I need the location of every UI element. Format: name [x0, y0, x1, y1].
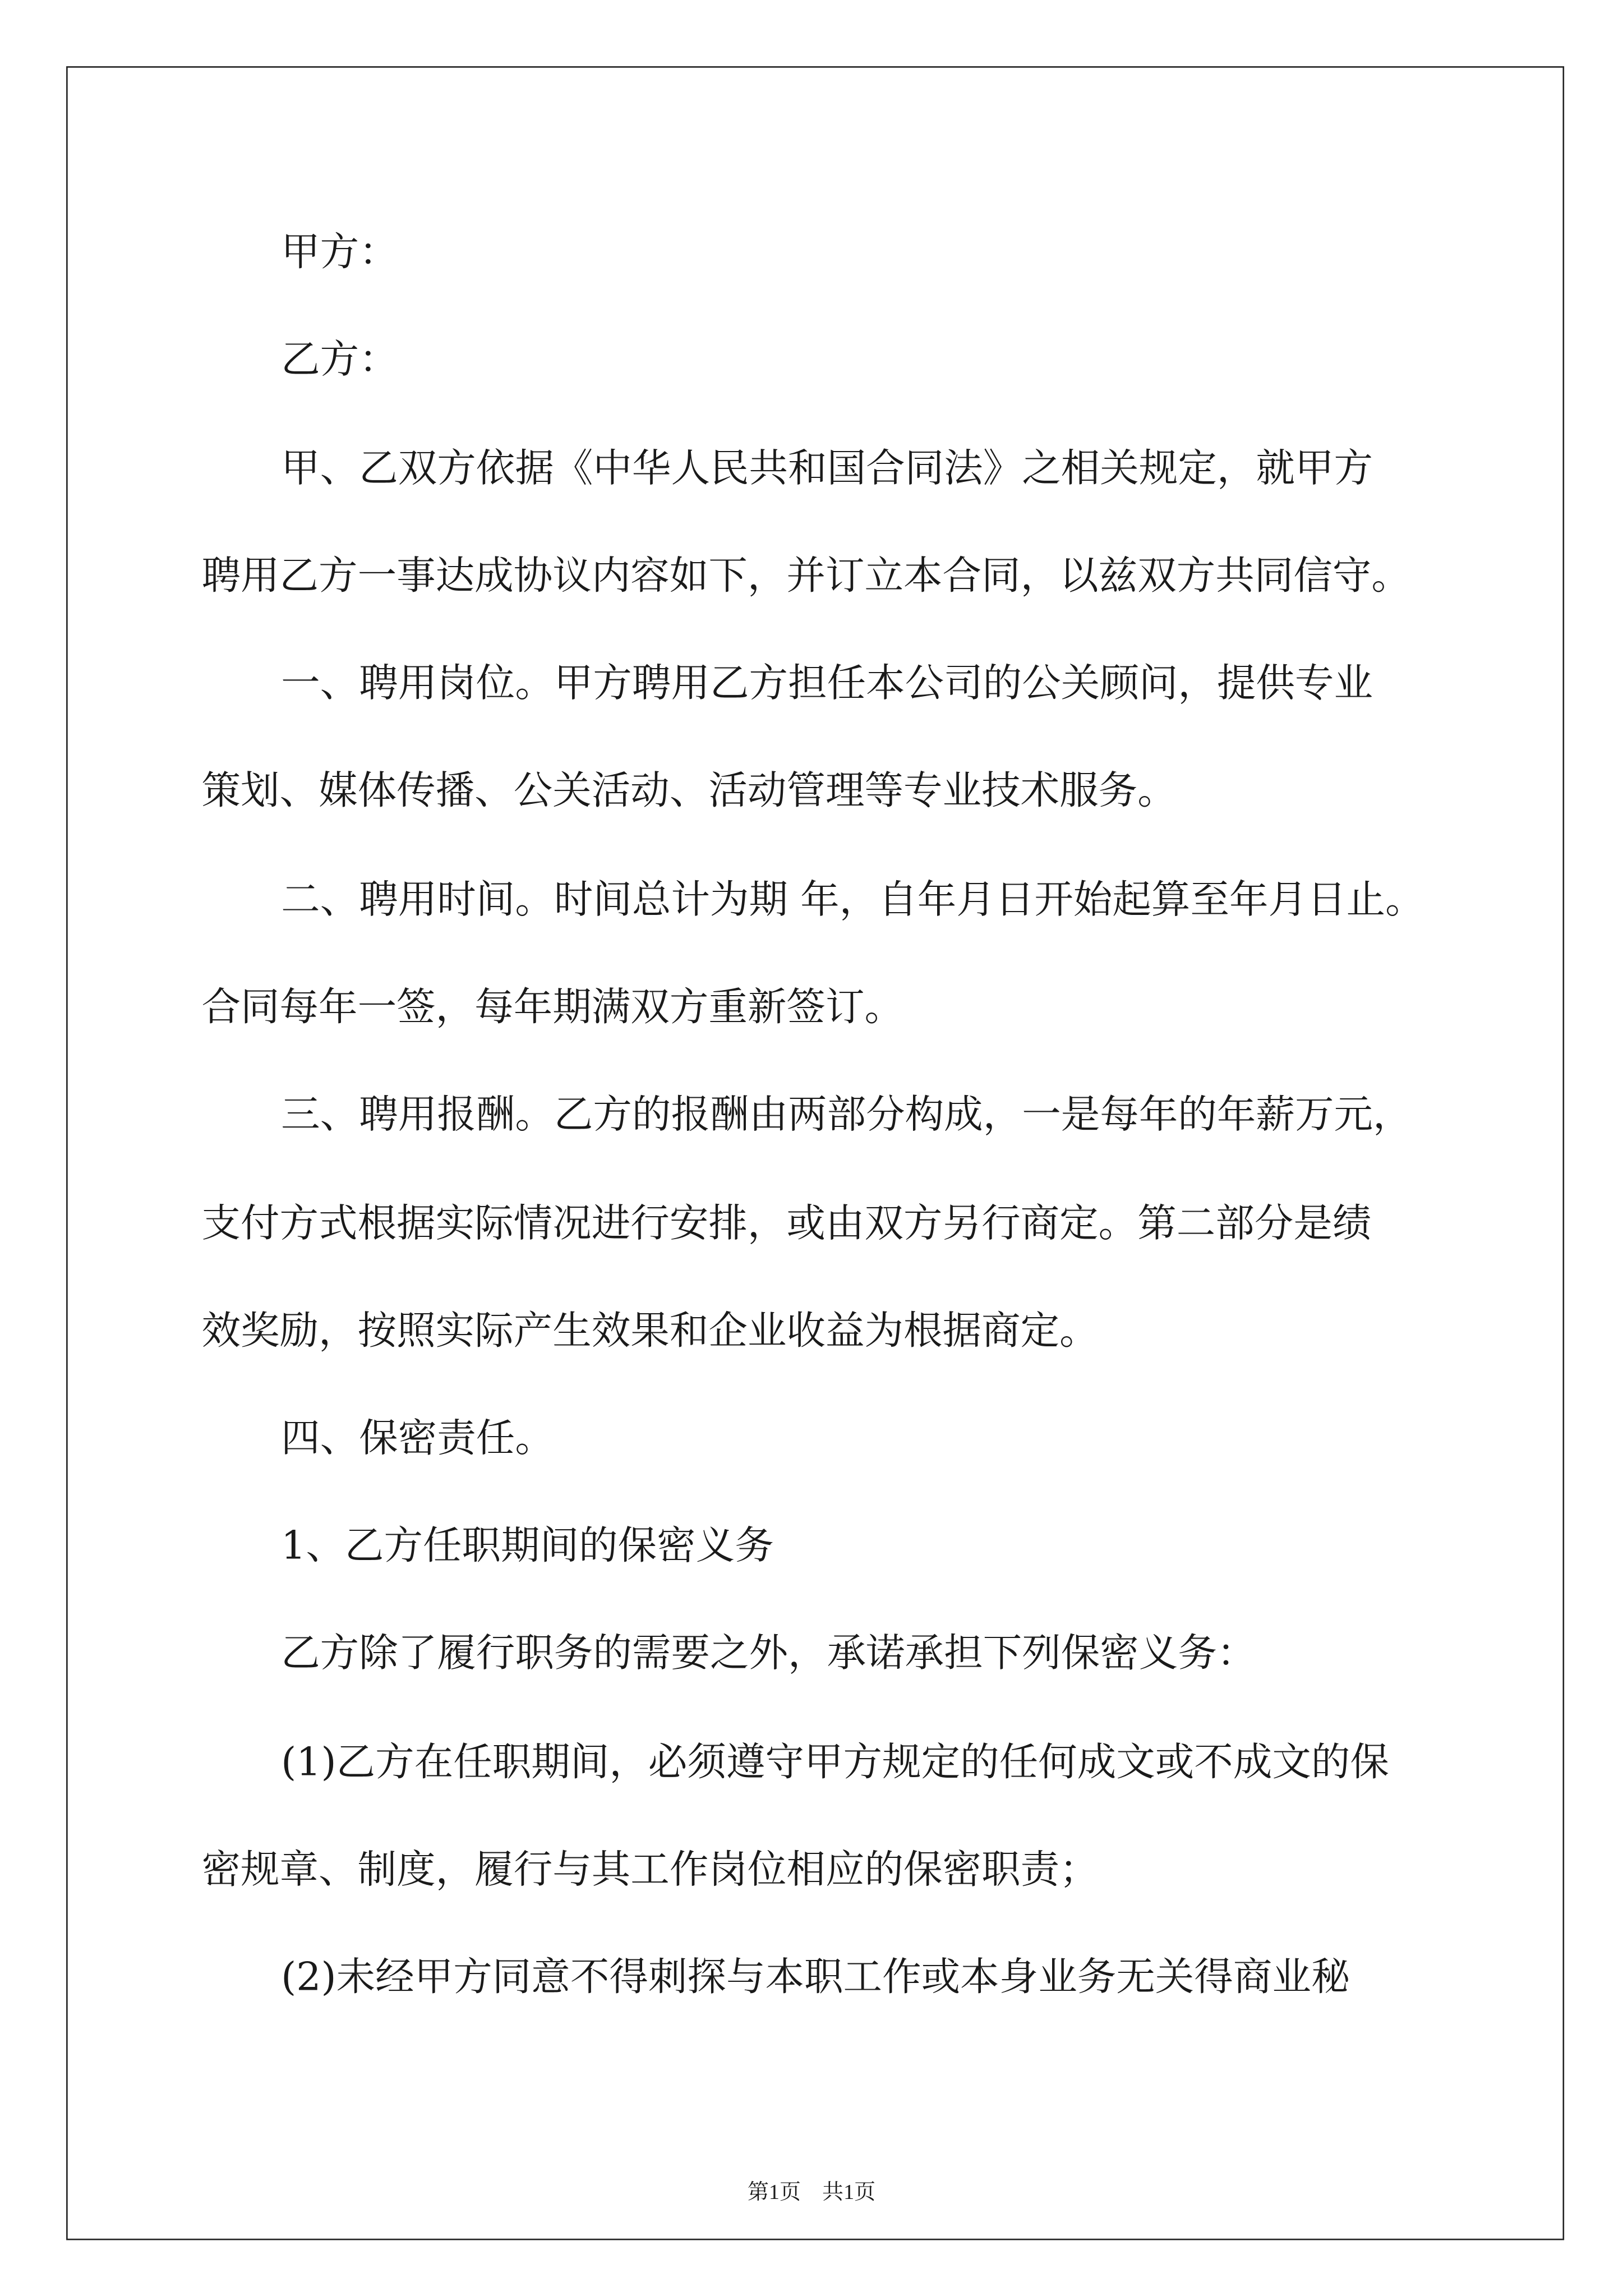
list-item-line: (2)未经甲方同意不得刺探与本职工作或本身业务无关得商业秘: [281, 1954, 1350, 2000]
subsection-heading: 1、乙方任职期间的保密义务: [281, 1523, 774, 1569]
paragraph-line: 效奖励，按照实际产生效果和企业收益为根据商定。: [201, 1308, 1099, 1354]
page-number-footer: 第1页 共1页: [747, 2181, 876, 2205]
paragraph-line: 策划、媒体传播、公关活动、活动管理等专业技术服务。: [201, 768, 1177, 814]
paragraph-line: 聘用乙方一事达成协议内容如下，并订立本合同，以兹双方共同信守。: [201, 553, 1410, 599]
paragraph-line: 合同每年一签，每年期满双方重新签订。: [201, 984, 904, 1030]
paragraph-line: 三、聘用报酬。乙方的报酬由两部分构成，一是每年的年薪万元，: [281, 1092, 1412, 1138]
party-a-line: 甲方：: [281, 229, 398, 275]
paragraph-line: 二、聘用时间。时间总计为期 年，自年月日开始起算至年月日止。: [281, 877, 1424, 923]
party-b-line: 乙方：: [281, 337, 398, 383]
paragraph-line: 乙方除了履行职务的需要之外，承诺承担下列保密义务：: [281, 1631, 1256, 1677]
paragraph-line: 支付方式根据实际情况进行安排，或由双方另行商定。第二部分是绩: [201, 1201, 1372, 1247]
section-heading: 四、保密责任。: [281, 1416, 554, 1462]
list-item-line: 密规章、制度，履行与其工作岗位相应的保密职责；: [201, 1847, 1099, 1893]
paragraph-line: 一、聘用岗位。甲方聘用乙方担任本公司的公关顾问，提供专业: [281, 661, 1373, 707]
list-item-line: (1)乙方在任职期间，必须遵守甲方规定的任何成文或不成文的保: [281, 1740, 1389, 1786]
paragraph-line: 甲、乙双方依据《中华人民共和国合同法》之相关规定，就甲方: [281, 446, 1373, 492]
page-border: [66, 66, 1564, 2240]
